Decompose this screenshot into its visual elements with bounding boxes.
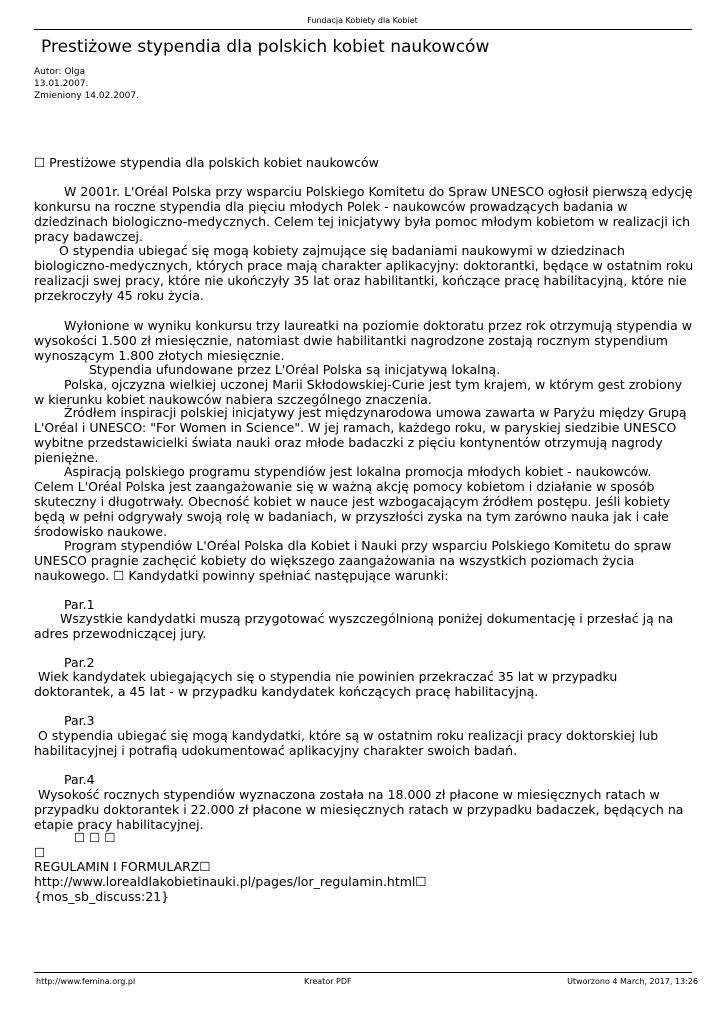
par-4-heading: Par.4 bbox=[64, 772, 95, 787]
regulamin-link[interactable]: http://www.lorealdlakobietinauki.pl/pages/lor_regulamin.html☐ bbox=[34, 874, 427, 889]
article-author: Autor: Olga bbox=[34, 67, 86, 77]
paragraph-aspiration: Aspiracją polskiego programu stypendiów jest lokalna promocja młodych kobiet - naukowców. Celem L'Oréal Polska jest zaangażowanie się w ważną akcję pomocy kobietom i działanie w sposób skuteczny i długotrwały. Obecność kobiet w nauce jest wzbogacającym źródłem postępu. Jeśli kobiety będą w pełni odgrywały swoją rolę w badaniach, w przyszłości zyska na tym zarówno nauka jak i całe środowisko naukowe. bbox=[34, 464, 671, 539]
paragraph-poland: Polska, ojczyzna wielkiej uczonej Marii Skłodowskiej-Curie jest tym krajem, w którym gest zrobiony w kierunku kobiet naukowców nabiera szczególnego znaczenia. bbox=[34, 377, 683, 407]
page-header: Fundacja Kobiety dla Kobiet bbox=[307, 16, 418, 25]
article-modified-date: Zmieniony 14.02.2007. bbox=[34, 91, 139, 101]
par-1-heading: Par.1 bbox=[64, 597, 95, 612]
placeholder-box: ☐ bbox=[34, 845, 46, 860]
par-3-text: O stypendia ubiegać się mogą kandydatki, które są w ostatnim roku realizacji pracy doktorskiej lub habilitacyjnej i potrafią udokumentować aplikacyjny charakter swoich badań. bbox=[34, 728, 659, 758]
article-title: Prestiżowe stypendia dla polskich kobiet naukowców bbox=[41, 37, 490, 57]
discussion-tag: {mos_sb_discuss:21} bbox=[34, 889, 170, 904]
paragraph-program: Program stypendiów L'Oréal Polska dla Kobiet i Nauki przy wsparciu Polskiego Komitetu do spraw UNESCO pragnie zachęcić kobiety do większego zaangażowania na wszystkich poziomach życia naukowego. ☐ Kandydatki powinny spełniać następujące warunki: bbox=[34, 538, 672, 583]
footer-site-link[interactable]: http://www.femina.org.pl bbox=[36, 977, 136, 986]
paragraph-eligibility: O stypendia ubiegać się mogą kobiety zajmujące się badaniami naukowymi w dziedzinach biologiczno-medycznych, których prace mają charakter aplikacyjny: doktorantki, będące w ostatnim roku realizacji swej pracy, które nie ukończyły 35 lat oraz habilitantki, kończące pracę habilitacyjną, które nie przekroczyły 45 roku życia. bbox=[34, 243, 694, 303]
paragraph-inspiration: Źródłem inspiracji polskiej inicjatywy jest międzynarodowa umowa zawarta w Paryżu między Grupą L'Oréal i UNESCO: "For Women in Science". W jej ramach, każdego roku, w paryskiej siedzibie UNESCO wybitne przedstawicielki świata nauki oraz młode badaczki z pięciu kontynentów otrzymują nagrody pieniężne. bbox=[34, 405, 687, 465]
paragraph-intro: W 2001r. L'Oréal Polska przy wsparciu Polskiego Komitetu do Spraw UNESCO ogłosił pierwszą edycję konkursu na roczne stypendia dla pięciu młodych Polek - naukowców prowadzących badania w dziedzinach biologiczno-medycznych. Celem tej inicjatywy była pomoc młodym kobietom w realizacji ich pracy badawczej. bbox=[34, 184, 693, 244]
footer-divider bbox=[34, 972, 692, 973]
par-3-heading: Par.3 bbox=[64, 713, 95, 728]
footer-created-date: Utworzono 4 March, 2017, 13:26 bbox=[567, 977, 698, 986]
par-2-text: Wiek kandydatek ubiegających się o stypendia nie powinien przekraczać 35 lat w przypadku doktorantek, a 45 lat - w przypadku kandydatek kończących pracę habilitacyjną. bbox=[34, 669, 618, 699]
paragraph-local-initiative: Stypendia ufundowane przez L'Oréal Polska są inicjatywą lokalną. bbox=[89, 362, 501, 377]
footer-generator: Kreator PDF bbox=[304, 977, 352, 986]
par-1-text: Wszystkie kandydatki muszą przygotować wyszczególnioną poniżej dokumentację i przesłać ją na adres przewodniczącej jury. bbox=[34, 611, 674, 641]
article-created-date: 13.01.2007. bbox=[34, 79, 89, 89]
content-heading: ☐ Prestiżowe stypendia dla polskich kobiet naukowców bbox=[34, 155, 379, 170]
par-4-text: Wysokość rocznych stypendiów wyznaczona została na 18.000 zł płacone w miesięcznych ratach w przypadku doktorantek i 22.000 zł płacone w miesięcznych ratach w przypadku badaczek, będących na etapie pracy habilitacyjnej. bbox=[34, 787, 684, 832]
regulamin-heading: REGULAMIN I FORMULARZ☐ bbox=[34, 859, 211, 874]
paragraph-awards: Wyłonione w wyniku konkursu trzy laureatki na poziomie doktoratu przez rok otrzymują stypendia w wysokości 1.500 zł miesięcznie, natomiast dwie habilitantki nagrodzone zostają rocznym stypendium wynoszącym 1.800 złotych miesięcznie. bbox=[34, 318, 693, 363]
header-divider bbox=[34, 29, 692, 30]
par-2-heading: Par.2 bbox=[64, 655, 95, 670]
placeholder-boxes: ☐ ☐ ☐ bbox=[74, 830, 116, 845]
